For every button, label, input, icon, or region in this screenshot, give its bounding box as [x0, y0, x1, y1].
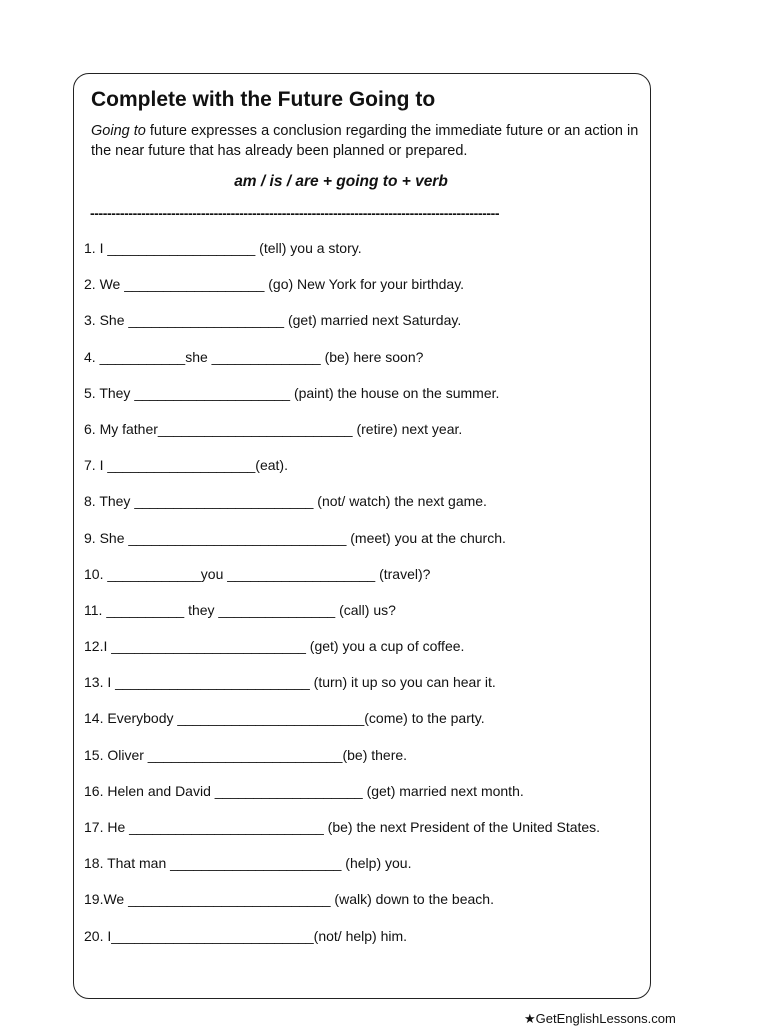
- exercise-item-18: 18. That man ______________________ (help) you.: [84, 855, 412, 872]
- exercise-list: [84, 238, 600, 962]
- exercise-item-3: 3. She ____________________ (get) married next Saturday.: [84, 312, 462, 329]
- exercise-item-20: 20. I__________________________(not/ help) him.: [84, 927, 408, 944]
- exercise-item-12: 12.I _________________________ (get) you a cup of coffee.: [84, 638, 465, 655]
- exercise-item-19: 19.We __________________________ (walk) down to the beach.: [84, 891, 494, 908]
- exercise-item-13: 13. I _________________________ (turn) it up so you can hear it.: [84, 674, 496, 691]
- exercise-item-7: 7. I ___________________(eat).: [84, 457, 288, 474]
- exercise-item-9: 9. She ____________________________ (meet) you at the church.: [84, 529, 506, 546]
- exercise-item-16: 16. Helen and David ___________________ (get) married next month.: [84, 782, 524, 799]
- intro-lead: Going to: [91, 123, 146, 139]
- intro-rest: future expresses a conclusion regarding the immediate future or an action in the near future that has already been planned or prepared.: [91, 123, 639, 159]
- dashed-divider: ------------------------------------------------------------------------------------------------: [90, 205, 500, 221]
- exercise-item-17: 17. He _________________________ (be) the next President of the United States.: [84, 819, 601, 835]
- grammar-formula: am / is / are + going to + verb: [234, 173, 448, 190]
- exercise-item-14: 14. Everybody ________________________(come) to the party.: [84, 710, 485, 727]
- exercise-item-2: 2. We __________________ (go) New York for your birthday.: [84, 276, 465, 293]
- exercise-item-8: 8. They _______________________ (not/ watch) the next game.: [84, 493, 487, 510]
- exercise-item-15: 15. Oliver _________________________(be) there.: [84, 746, 408, 763]
- worksheet-title: Complete with the Future Going to: [91, 88, 436, 111]
- exercise-item-5: 5. They ____________________ (paint) the house on the summer.: [84, 384, 500, 401]
- footer-brand: ★GetEnglishLessons.com: [524, 1011, 676, 1026]
- exercise-item-11: 11. __________ they _______________ (call) us?: [84, 601, 396, 618]
- exercise-item-6: 6. My father_________________________ (retire) next year.: [84, 420, 463, 437]
- exercise-item-10: 10. ____________you ___________________ (travel)?: [84, 565, 431, 582]
- exercise-item-4: 4. ___________she ______________ (be) here soon?: [84, 348, 424, 365]
- intro-paragraph: [91, 121, 641, 161]
- exercise-item-1: 1. I ___________________ (tell) you a story.: [84, 240, 362, 256]
